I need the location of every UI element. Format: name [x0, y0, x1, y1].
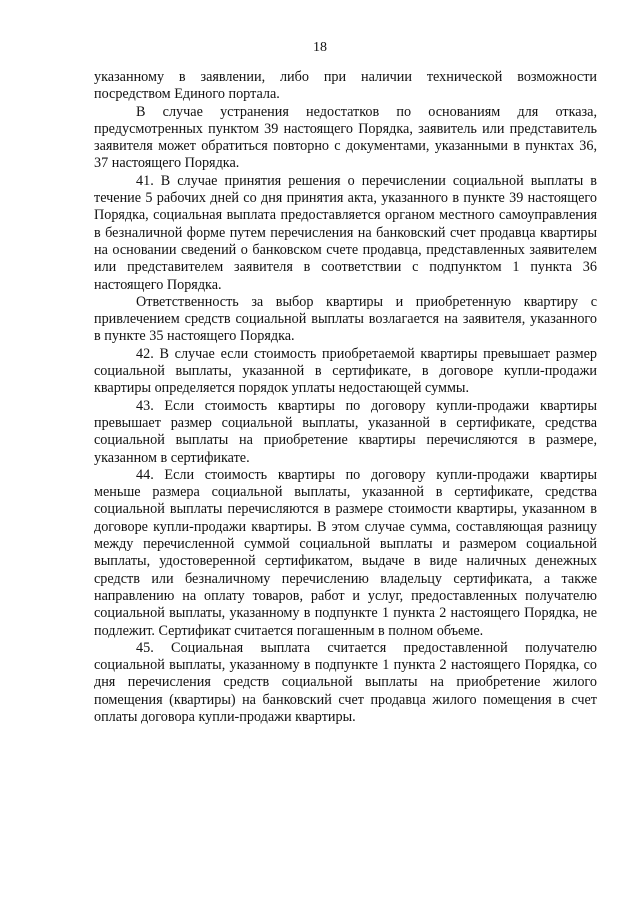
paragraph-43: 43. Если стоимость квартиры по договору купли-продажи квартиры превышает размер социальной выплаты, указанной в сертификате, средства социальной выплаты на приобретение квартиры перечисляются в размере, указанном в сертификате.: [94, 397, 597, 466]
paragraph-45: 45. Социальная выплата считается предоставленной получателю социальной выплаты, указанному в подпункте 1 пункта 2 настоящего Порядка, со дня перечисления средств социальной выплаты на приобретение жилого помещения (квартиры) на банковский счет продавца жилого помещения в счет оплаты договора купли-продажи квартиры.: [94, 639, 597, 725]
paragraph-44: 44. Если стоимость квартиры по договору купли-продажи квартиры меньше размера социальной выплаты, указанной в сертификате, средства социальной выплаты перечисляются в размере стоимости квартиры, указанном в договоре купли-продажи квартиры. В этом случае сумма, составляющая разницу между перечисленной суммой социальной выплаты и размером социальной выплаты, удостоверенной сертификатом, выдаче в виде наличных денежных средств или безналичному перечислению владельцу сертификата, а также направлению на оплату товаров, работ и услуг, предоставленных получателю социальной выплаты, указанному в подпункте 1 пункта 2 настоящего Порядка, не подлежит. Сертификат считается погашенным в полном объеме.: [94, 466, 597, 639]
paragraph-responsibility: Ответственность за выбор квартиры и приобретенную квартиру с привлечением средств социальной выплаты возлагается на заявителя, указанного в пункте 35 настоящего Порядка.: [94, 293, 597, 345]
paragraph-resubmission: В случае устранения недостатков по основаниям для отказа, предусмотренных пунктом 39 настоящего Порядка, заявитель или представитель заявителя может обратиться повторно с документами, указанными в пунктах 36, 37 настоящего Порядка.: [94, 103, 597, 172]
paragraph-41: 41. В случае принятия решения о перечислении социальной выплаты в течение 5 рабочих дней со дня принятия акта, указанного в пункте 39 настоящего Порядка, социальная выплата предоставляется органом местного самоуправления в безналичной форме путем перечисления на банковский счет продавца квартиры на основании сведений о банковском счете продавца, представленных заявителем или представителем заявителя в соответствии с подпунктом 1 пункта 36 настоящего Порядка.: [94, 172, 597, 293]
page-number: 18: [313, 40, 327, 55]
paragraph-42: 42. В случае если стоимость приобретаемой квартиры превышает размер социальной выплаты, указанной в сертификате, в договоре купли-продажи квартиры определяется порядок уплаты недостающей суммы.: [94, 345, 597, 397]
document-body: [94, 69, 597, 726]
paragraph-continuation: указанному в заявлении, либо при наличии технической возможности посредством Единого портала.: [94, 69, 597, 103]
